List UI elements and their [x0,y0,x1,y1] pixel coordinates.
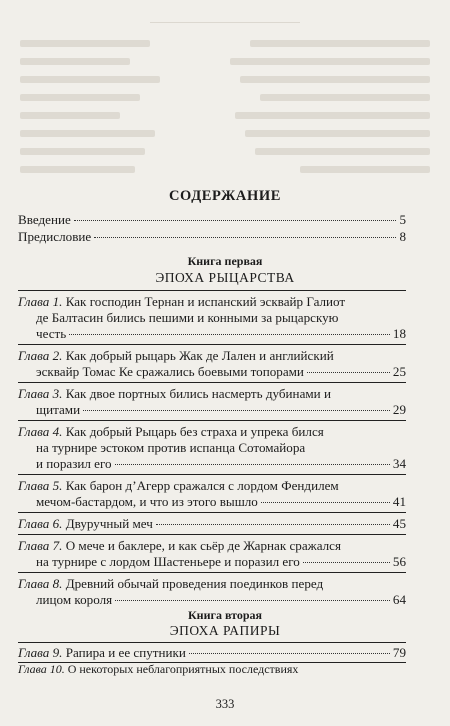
toc-entry-label: Введение [18,212,71,227]
dot-leader [69,334,390,335]
chapter-divider [18,534,406,535]
ghost-line [245,130,430,137]
toc-chapter-3[interactable] [18,386,406,418]
toc-title: СОДЕРЖАНИЕ [168,188,282,204]
chapter-title-line: Как добрый рыцарь Жак де Лален и английский [65,348,334,363]
chapter-number: Глава 9. [18,645,63,660]
chapter-page: 29 [392,402,406,417]
dot-leader [115,600,390,601]
chapter-title-line: на турнире эстоком против испанца Сотомайора [36,440,306,455]
chapter-page: 45 [392,516,406,531]
chapter-title-line: Как двое портных бились насмерть дубинами и [65,386,331,401]
dot-leader [261,502,390,503]
ghost-line [235,112,430,119]
book-one-label: Книга первая [187,254,263,268]
dot-leader [74,220,397,221]
ghost-line [240,76,430,83]
chapter-title-line: Рапира и ее спутники [65,645,186,660]
chapter-title-line: де Балтасин бились пешими и конными за рыцарскую [36,310,339,325]
dot-leader [307,372,390,373]
chapter-page: 79 [392,645,406,660]
toc-entry-page: 8 [399,229,406,244]
chapter-number: Глава 8. [18,576,63,591]
chapter-title-line: Двуручный меч [65,516,153,531]
toc-chapter-8[interactable] [18,576,406,608]
chapter-divider [18,512,406,513]
ghost-line [255,148,430,155]
chapter-number: Глава 7. [18,538,63,553]
chapter-number: Глава 4. [18,424,63,439]
dot-leader [189,653,390,654]
chapter-title-line: Древний обычай проведения поединков перед [65,576,324,591]
dot-leader [94,237,396,238]
toc-chapter-1[interactable] [18,294,406,342]
ghost-line [300,166,430,173]
ghost-line [20,166,135,173]
toc-chapter-9[interactable] [18,645,406,661]
chapter-title-line: на турнире с лордом Шастеньере и поразил его [36,554,300,569]
chapter-number: Глава 5. [18,478,63,493]
toc-entry-page: 5 [399,212,406,227]
chapter-number: Глава 6. [18,516,63,531]
toc-entry-introduction[interactable] [18,212,406,228]
section-rule [18,642,406,643]
chapter-divider [18,344,406,345]
chapter-page: 34 [392,456,406,471]
chapter-title-line: щитами [36,402,81,417]
toc-chapter-7[interactable] [18,538,406,570]
ghost-line [20,112,120,119]
ghost-line [20,76,160,83]
toc-entry-label: Предисловие [18,229,92,244]
ghost-line [20,148,145,155]
ghost-line [20,58,130,65]
section-rule [18,290,406,291]
chapter-page: 18 [392,326,406,341]
ghost-header [150,4,300,23]
dot-leader [303,562,390,563]
chapter-title-line: Как господин Тернан и испанский эсквайр Галиот [65,294,346,309]
ghost-line [20,40,150,47]
toc-chapter-4[interactable] [18,424,406,472]
chapter-number: Глава 10. [18,662,65,676]
chapter-title-line: Как добрый Рыцарь без страха и упрека бился [65,424,324,439]
chapter-number: Глава 3. [18,386,63,401]
chapter-page: 56 [392,554,406,569]
chapter-title-line: лицом короля [36,592,113,607]
toc-chapter-10[interactable] [18,663,406,676]
bleed-through-texture [0,0,450,200]
dot-leader [115,464,390,465]
chapter-divider [18,572,406,573]
chapter-number: Глава 2. [18,348,63,363]
ghost-line [230,58,430,65]
chapter-page: 25 [392,364,406,379]
chapter-title-line: мечом-бастардом, и что из этого вышло [36,494,258,509]
page-number: 333 [215,697,235,711]
ghost-line [260,94,430,101]
chapter-divider [18,420,406,421]
ghost-line [250,40,430,47]
chapter-title-line: эсквайр Томас Ке сражались боевыми топорами [36,364,304,379]
dot-leader [83,410,390,411]
chapter-title-line: О мече и баклере, и как сьёр де Жарнак сражался [65,538,342,553]
toc-chapter-2[interactable] [18,348,406,380]
ghost-line [20,94,140,101]
chapter-title-line: О некоторых неблагоприятных последствиях [67,662,299,676]
toc-entry-preface[interactable] [18,229,406,245]
chapter-title-line: честь [36,326,67,341]
ghost-line [20,130,155,137]
book-two-era: ЭПОХА РАПИРЫ [169,623,281,638]
chapter-number: Глава 1. [18,294,63,309]
book-two-label: Книга вторая [187,608,263,622]
chapter-title-line: и поразил его [36,456,112,471]
toc-chapter-6[interactable] [18,516,406,532]
chapter-page: 41 [392,494,406,509]
toc-chapter-5[interactable] [18,478,406,510]
dot-leader [156,524,390,525]
chapter-divider [18,382,406,383]
book-one-era: ЭПОХА РЫЦАРСТВА [155,270,295,285]
chapter-page: 64 [392,592,406,607]
chapter-title-line: Как барон д’Агерр сражался с лордом Фендилем [65,478,339,493]
chapter-divider [18,474,406,475]
